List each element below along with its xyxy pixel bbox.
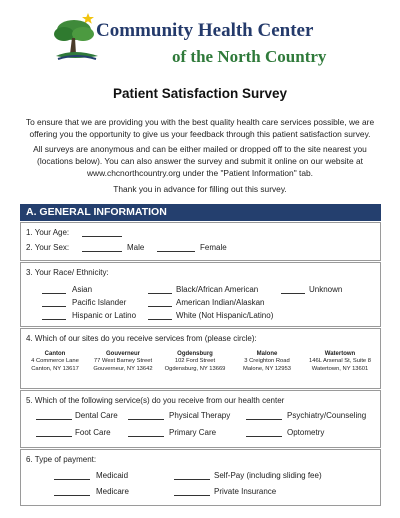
optometry-field[interactable] xyxy=(246,428,282,437)
race-option-hispanic: Hispanic or Latino xyxy=(72,311,137,320)
physical-therapy-field[interactable] xyxy=(128,411,164,420)
site-ogdensburg[interactable] xyxy=(160,351,230,373)
question-box-age-sex xyxy=(20,222,381,261)
site-address-line2: Watertown, NY 13601 xyxy=(311,366,369,372)
male-label: Male xyxy=(127,243,145,252)
site-address-line1: 3 Creighton Road xyxy=(244,358,290,364)
q5-label: 5. Which of the following service(s) do you receive from our health center xyxy=(26,396,285,405)
race-option-unknown: Unknown xyxy=(309,285,343,294)
q1-label: 1. Your Age: xyxy=(26,228,70,237)
self-pay-field[interactable] xyxy=(174,471,210,480)
service-option-optometry: Optometry xyxy=(287,428,325,437)
psychiatry-field[interactable] xyxy=(246,411,282,420)
medicaid-field[interactable] xyxy=(54,471,90,480)
site-name: Ogdensburg xyxy=(177,351,213,357)
payment-option-medicare: Medicare xyxy=(96,487,129,496)
unknown-field[interactable] xyxy=(281,285,305,294)
intro-paragraph-1: To ensure that we are providing you with the best quality health care services possible, we are offering you the opportunity to give us your feedback through this patient satisfaction survey. xyxy=(25,117,375,139)
site-gouverneur[interactable] xyxy=(89,351,157,373)
q6-label: 6. Type of payment: xyxy=(26,455,97,464)
private-insurance-field[interactable] xyxy=(174,487,210,496)
site-name: Watertown xyxy=(324,351,356,357)
site-address-line1: 4 Commerce Lane xyxy=(31,358,79,364)
asian-field[interactable] xyxy=(42,285,66,294)
service-option-physical-therapy: Physical Therapy xyxy=(169,411,231,420)
white-field[interactable] xyxy=(148,311,172,320)
site-address-line2: Malone, NY 12953 xyxy=(243,366,291,372)
intro-paragraph-2: All surveys are anonymous and can be either mailed or dropped off to the site nearest you (locations below). You can also answer the survey and submit it online on our website at www.chcnorthcountry.org under the "Patient Information" tab. xyxy=(33,144,367,178)
site-name: Gouverneur xyxy=(105,351,140,357)
section-a-title: A. GENERAL INFORMATION xyxy=(26,205,167,218)
female-field[interactable] xyxy=(157,243,195,252)
black-field[interactable] xyxy=(148,285,172,294)
race-option-asian: Asian xyxy=(72,285,93,294)
age-field[interactable] xyxy=(82,228,122,237)
org-name-line1: Community Health Center xyxy=(96,20,314,41)
site-address-line1: 146L Arsenal St, Suite 8 xyxy=(309,358,371,364)
race-option-pacific: Pacific Islander xyxy=(72,298,127,307)
org-name-line2: of the North Country xyxy=(172,47,327,66)
service-option-primary-care: Primary Care xyxy=(169,428,217,437)
site-address-line1: 102 Ford Street xyxy=(174,358,216,364)
female-label: Female xyxy=(200,243,227,252)
medicare-field[interactable] xyxy=(54,487,90,496)
race-option-american-indian: American Indian/Alaskan xyxy=(176,298,265,307)
american-indian-field[interactable] xyxy=(148,298,172,307)
site-canton[interactable] xyxy=(24,351,86,373)
hispanic-field[interactable] xyxy=(42,311,66,320)
site-address-line1: 77 West Barney Street xyxy=(93,358,153,364)
foot-care-field[interactable] xyxy=(36,428,72,437)
site-malone[interactable] xyxy=(234,351,300,373)
service-option-dental: Dental Care xyxy=(75,411,118,420)
site-address-line2: Canton, NY 13617 xyxy=(31,366,79,372)
primary-care-field[interactable] xyxy=(128,428,164,437)
male-field[interactable] xyxy=(82,243,122,252)
intro-paragraph-3: Thank you in advance for filling out this survey. xyxy=(113,184,287,194)
q2-label: 2. Your Sex: xyxy=(26,243,70,252)
payment-option-private-insurance: Private Insurance xyxy=(214,487,277,496)
site-address-line2: Gouverneur, NY 13642 xyxy=(93,366,153,372)
service-option-foot-care: Foot Care xyxy=(75,428,111,437)
q3-label: 3. Your Race/ Ethnicity: xyxy=(26,268,109,277)
site-name: Malone xyxy=(256,351,278,357)
site-name: Canton xyxy=(44,351,66,357)
race-option-white: White (Not Hispanic/Latino) xyxy=(176,311,274,320)
payment-option-medicaid: Medicaid xyxy=(96,471,129,480)
race-option-black: Black/African American xyxy=(176,285,259,294)
q4-label: 4. Which of our sites do you receive services from (please circle): xyxy=(26,334,257,343)
site-watertown[interactable] xyxy=(303,351,377,373)
dental-field[interactable] xyxy=(36,411,72,420)
site-address-line2: Ogdensburg, NY 13669 xyxy=(164,366,226,372)
page-title: Patient Satisfaction Survey xyxy=(112,86,288,101)
service-option-psychiatry: Psychiatry/Counseling xyxy=(287,411,367,420)
payment-option-self-pay: Self-Pay (including sliding fee) xyxy=(214,471,322,480)
pacific-field[interactable] xyxy=(42,298,66,307)
